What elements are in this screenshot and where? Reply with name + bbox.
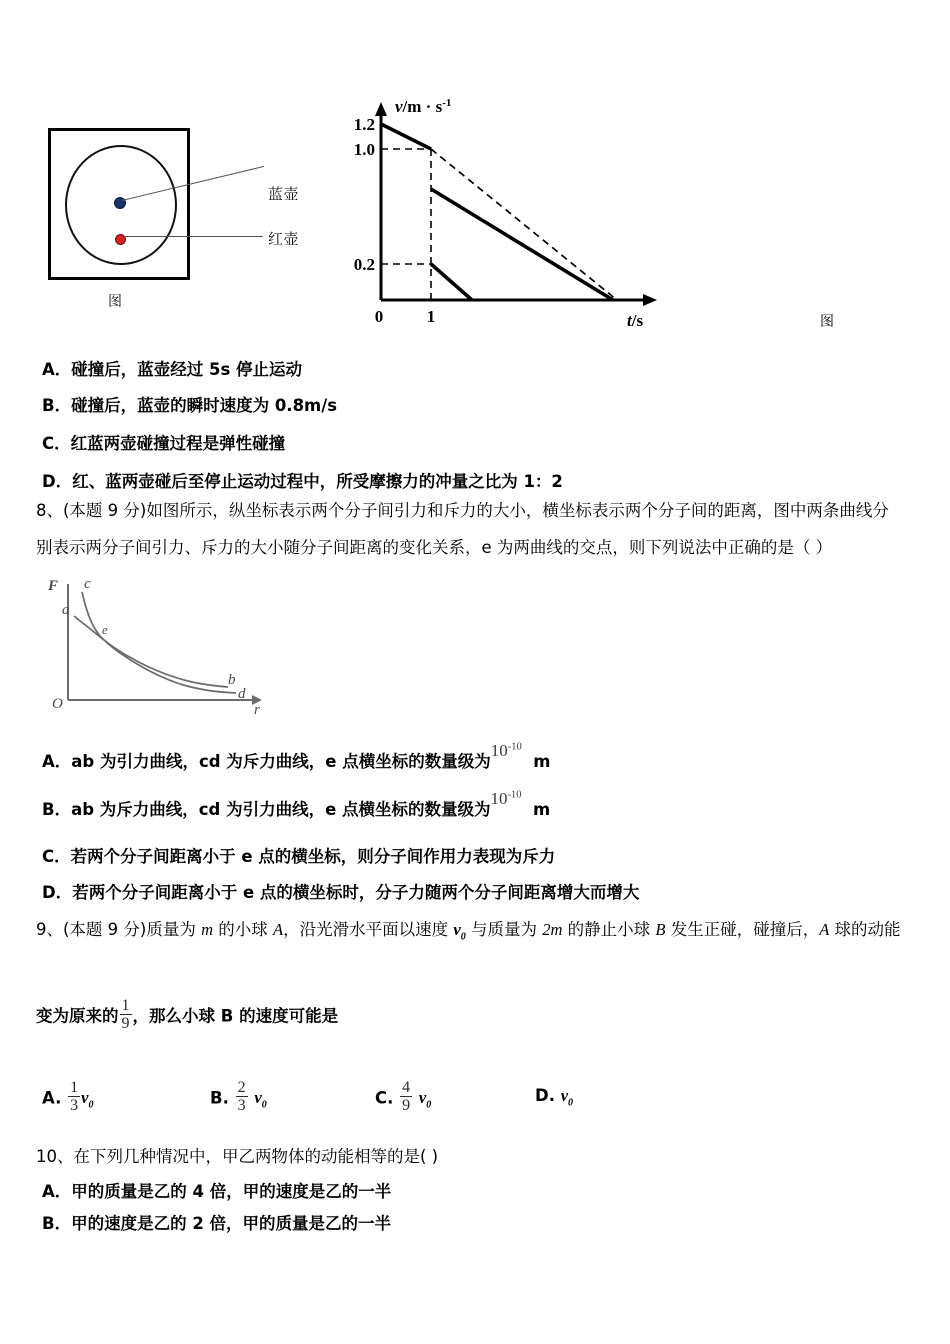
velocity-time-graph — [345, 86, 834, 334]
curve-ab — [74, 616, 228, 687]
y-tick-0_2: 0.2 — [353, 255, 375, 274]
q8-option-a — [42, 741, 551, 772]
series-red-pot-after-collision — [431, 189, 613, 300]
q9-stem-line-1 — [36, 916, 901, 942]
curling-diagram — [48, 128, 328, 333]
q9-stem-line-2 — [36, 998, 338, 1033]
q9-option-c-letter: C. — [375, 1088, 394, 1108]
q8-stem-line-2: 别表示两分子间引力、斥力的大小随分子间距离的变化关系，e 为两曲线的交点，则下列说法中正确的是（ ） — [36, 538, 833, 557]
q9-option-a-fraction — [68, 1080, 80, 1115]
q8-option-a-power-exp: -10 — [507, 741, 522, 753]
q9-option-b-den: 3 — [237, 1097, 246, 1115]
q8-option-a-text: A．ab 为引力曲线，cd 为斥力曲线，e 点横坐标的数量级为 — [42, 752, 491, 771]
q9-option-d-letter: D. — [535, 1086, 555, 1105]
x-tick-1: 1 — [426, 307, 436, 326]
vt-figure-caption: 图 — [820, 314, 834, 330]
curve-label-d: d — [238, 686, 246, 702]
q8-option-b — [42, 789, 551, 820]
y-tick-1_2: 1.2 — [353, 115, 375, 134]
q8-option-b-power — [491, 789, 522, 808]
q9-option-c-v0: $v_0$ — [418, 1088, 432, 1111]
q9-option-a-num: 1 — [70, 1079, 79, 1096]
q10-option-a: A．甲的质量是乙的 4 倍，甲的速度是乙的一半 — [42, 1182, 392, 1201]
q9-option-b — [210, 1080, 267, 1115]
series-extrapolated-no-collision — [431, 149, 617, 300]
q9-option-c-fraction — [400, 1080, 412, 1115]
q9-stem-ball-a2: A — [819, 920, 830, 939]
figures-row — [0, 80, 950, 335]
q9-stem-p3: ，沿光滑水平面以速度 — [283, 920, 454, 939]
q8-stem-line-1: 8、(本题 9 分)如图所示，纵坐标表示两个分子间引力和斥力的大小，横坐标表示两个分子间的距离，图中两条曲线分 — [36, 501, 889, 520]
q10-option-b: B．甲的速度是乙的 2 倍，甲的质量是乙的一半 — [42, 1214, 392, 1233]
curve-label-a: a — [62, 602, 70, 618]
molecular-force-svg — [40, 572, 275, 722]
curve-cd — [82, 592, 236, 693]
q9-stem-line2-post: ，那么小球 B 的速度可能是 — [132, 1006, 339, 1026]
q8-option-d: D．若两个分子间距离小于 e 点的横坐标时，分子力随两个分子间距离增大而增大 — [42, 883, 640, 902]
series-blue-pot-before-collision — [381, 124, 431, 149]
q10-stem: 10、在下列几种情况中，甲乙两物体的动能相等的是( ) — [36, 1147, 439, 1166]
series-blue-pot-after-collision — [431, 264, 472, 300]
q9-option-b-fraction — [236, 1080, 248, 1115]
q9-option-d — [535, 1086, 573, 1108]
blue-pot-label: 蓝壶 — [268, 185, 300, 203]
curve-label-b: b — [228, 672, 236, 688]
q9-option-c — [375, 1080, 431, 1115]
q8-option-a-power — [491, 741, 522, 760]
q8-option-b-power-exp: -10 — [507, 789, 522, 801]
q9-option-b-v0: $v_0$ — [254, 1088, 267, 1111]
q9-option-b-num: 2 — [237, 1079, 246, 1096]
intersection-label-e: e — [102, 622, 108, 637]
y-tick-1_0: 1.0 — [353, 140, 375, 159]
q9-option-a-letter: A. — [42, 1088, 62, 1108]
curve-label-c: c — [84, 576, 91, 592]
q9-option-b-letter: B. — [210, 1088, 229, 1108]
q9-stem-line2-pre: 变为原来的 — [36, 1006, 119, 1026]
y-axis-label: $v/m \cdot s^{-1}$ — [395, 97, 452, 116]
q9-option-c-num: 4 — [402, 1079, 411, 1096]
q9-option-a — [42, 1080, 93, 1115]
molecular-force-figure — [40, 572, 275, 722]
q9-stem-p6: 发生正碰，碰撞后， — [665, 920, 820, 939]
r-axis-label: r — [254, 702, 260, 718]
q7-option-b: B．碰撞后，蓝壶的瞬时速度为 0.8m/s — [42, 396, 338, 415]
q9-option-a-v0: $v_0$ — [81, 1088, 94, 1111]
q9-stem-p7: 球的动能 — [829, 920, 901, 939]
q8-option-a-power-base: 10 — [490, 741, 508, 760]
curling-house-box — [48, 128, 190, 280]
y-axis-arrow — [375, 102, 387, 116]
q8-option-a-unit: m — [533, 752, 551, 771]
q9-stem-ball-b: B — [655, 920, 666, 939]
q9-option-a-den: 3 — [70, 1097, 79, 1115]
q9-stem-p2: 的小球 — [213, 920, 274, 939]
q9-stem-fraction — [120, 998, 132, 1033]
origin-label: O — [52, 696, 63, 712]
q7-option-d: D．红、蓝两壶碰后至停止运动过程中，所受摩擦力的冲量之比为 1：2 — [42, 472, 563, 491]
curling-figure-caption: 图 — [108, 294, 122, 310]
q8-option-c: C．若两个分子间距离小于 e 点的横坐标，则分子间作用力表现为斥力 — [42, 847, 556, 866]
q9-stem-fraction-den: 9 — [121, 1015, 130, 1033]
q7-option-a: A．碰撞后，蓝壶经过 5s 停止运动 — [42, 360, 303, 379]
q8-option-b-unit: m — [533, 800, 551, 819]
q9-option-d-v0: $v_0$ — [560, 1086, 574, 1109]
q9-stem-p5: 的静止小球 — [562, 920, 656, 939]
q8-option-b-text: B．ab 为斥力曲线，cd 为引力曲线，e 点横坐标的数量级为 — [42, 800, 491, 819]
q7-option-c: C．红蓝两壶碰撞过程是弹性碰撞 — [42, 434, 286, 453]
q9-stem-m1: m — [201, 920, 214, 939]
red-pot-leader-line — [123, 236, 263, 237]
x-tick-0: 0 — [374, 307, 384, 326]
q9-stem-p4: 与质量为 — [465, 920, 543, 939]
vt-graph-svg — [345, 86, 665, 334]
F-axis-label: F — [48, 578, 59, 594]
x-axis-label: t/s — [627, 311, 644, 330]
q9-stem-fraction-num: 1 — [121, 997, 130, 1014]
x-axis-arrow — [643, 294, 657, 306]
red-pot-label: 红壶 — [268, 230, 300, 248]
q9-stem-m2: 2m — [542, 920, 563, 939]
q9-stem-ball-a: A — [273, 920, 284, 939]
q8-option-b-power-base: 10 — [490, 789, 508, 808]
q9-option-c-den: 9 — [402, 1097, 411, 1115]
q9-stem-p1: 9、(本题 9 分)质量为 — [36, 920, 202, 939]
q9-stem-v0: $v_0$ — [453, 920, 466, 943]
